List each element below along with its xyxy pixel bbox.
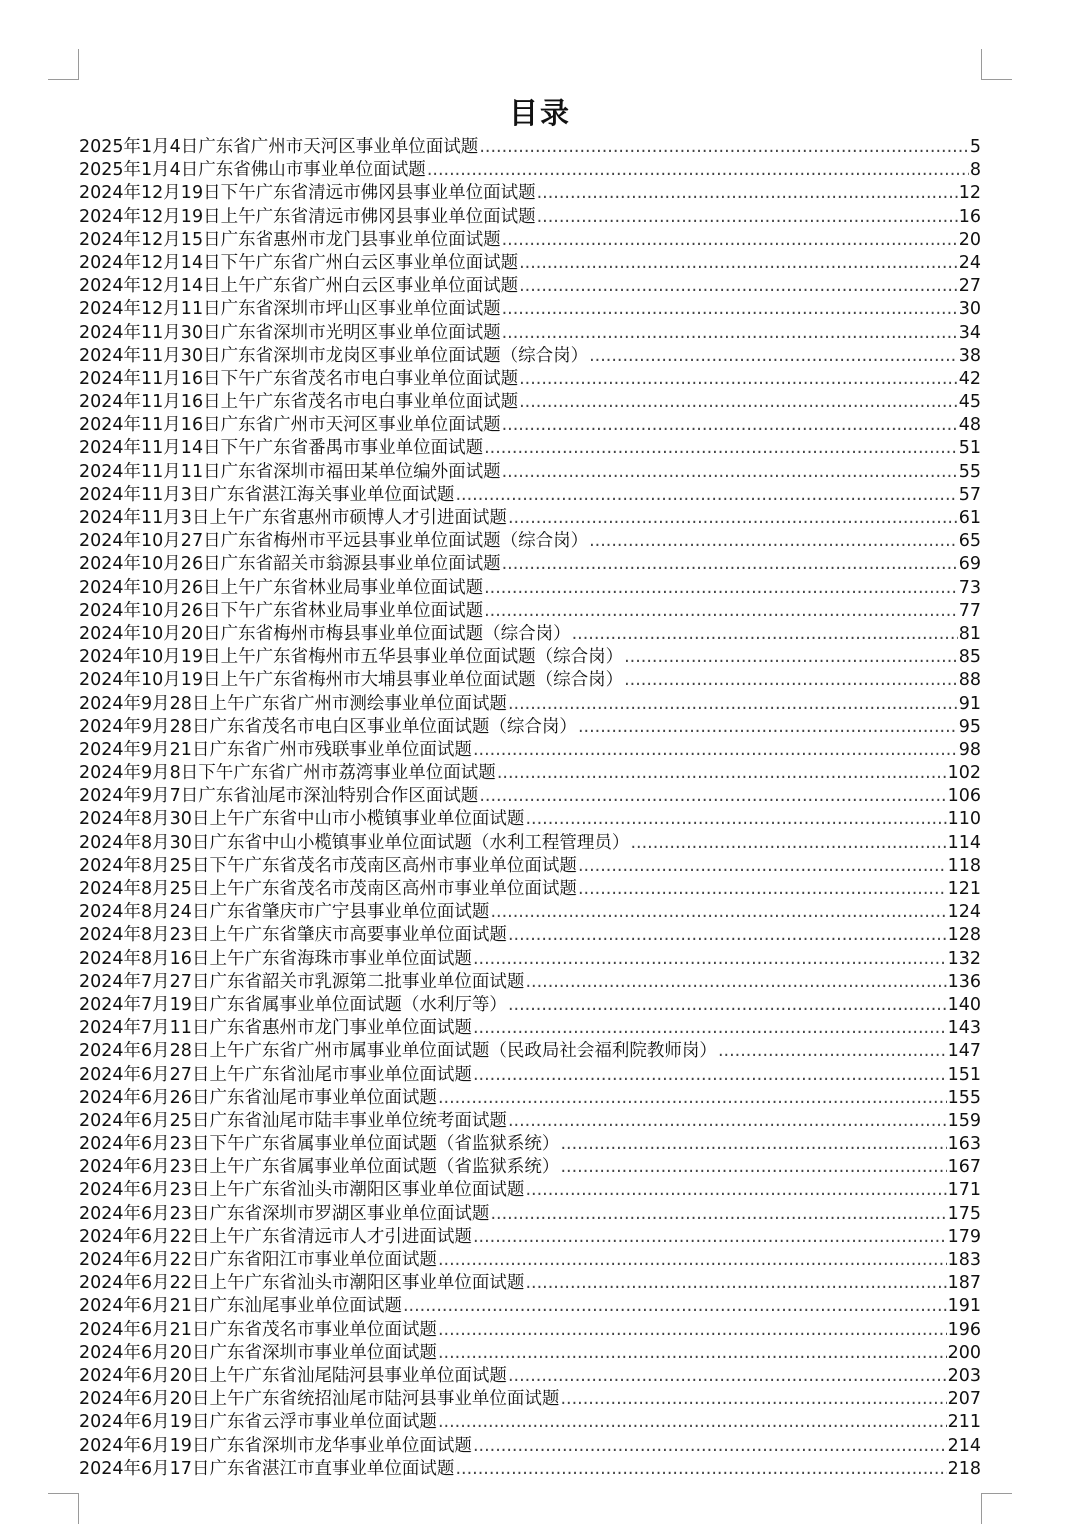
toc-entry-page-number: 98	[958, 739, 981, 760]
toc-entry[interactable]	[79, 1110, 981, 1133]
dot-leader	[519, 275, 958, 298]
dot-leader	[479, 785, 946, 808]
dot-leader	[508, 693, 958, 716]
dot-leader	[502, 229, 958, 252]
toc-entry[interactable]	[79, 345, 981, 368]
toc-entry-title: 2024年10月19日上午广东省梅州市大埔县事业单位面试题（综合岗）	[79, 670, 624, 691]
dot-leader	[525, 1179, 946, 1202]
dot-leader	[718, 1040, 947, 1063]
dot-leader	[578, 878, 947, 901]
toc-entry[interactable]	[79, 1040, 981, 1063]
toc-entry-title: 2024年6月20日广东省深圳市事业单位面试题	[79, 1342, 437, 1363]
toc-entry-page-number: 140	[947, 994, 981, 1015]
dot-leader	[484, 577, 958, 600]
toc-entry-page-number: 121	[947, 879, 981, 899]
toc-entry-title: 2024年8月25日上午广东省茂名市茂南区高州市事业单位面试题	[79, 879, 577, 899]
toc-entry-title: 2024年11月30日广东省深圳市光明区事业单位面试题	[79, 322, 501, 343]
toc-entry-page-number: 81	[958, 623, 981, 644]
crop-mark-bottom-left	[48, 1493, 79, 1524]
toc-entry[interactable]	[79, 1203, 981, 1226]
toc-entry-page-number: 8	[969, 160, 981, 181]
dot-leader	[624, 646, 958, 669]
toc-entry-page-number: 128	[947, 925, 981, 946]
toc-entry-page-number: 211	[947, 1412, 981, 1433]
toc-entry-page-number: 132	[947, 948, 981, 969]
toc-entry-title: 2024年6月22日上午广东省清远市人才引进面试题	[79, 1226, 472, 1247]
toc-entry[interactable]	[79, 994, 981, 1017]
dot-leader	[490, 901, 946, 924]
toc-entry-page-number: 218	[947, 1458, 981, 1479]
toc-entry[interactable]	[79, 1179, 981, 1202]
toc-entry[interactable]	[79, 1133, 981, 1156]
dot-leader	[484, 600, 958, 623]
toc-entry-title: 2024年11月16日下午广东省茂名市电白事业单位面试题	[79, 368, 519, 389]
dot-leader	[630, 832, 946, 855]
dot-leader	[455, 484, 957, 507]
toc-entry-page-number: 124	[947, 902, 981, 923]
toc-entry[interactable]	[79, 1272, 981, 1295]
toc-entry-title: 2024年11月11日广东省深圳市福田某单位编外面试题	[79, 461, 501, 482]
toc-entry-title: 2024年6月20日上午广东省汕尾陆河县事业单位面试题	[79, 1365, 507, 1386]
toc-entry[interactable]	[79, 1156, 981, 1179]
dot-leader	[502, 414, 958, 437]
dot-leader	[578, 716, 958, 739]
toc-entry-page-number: 151	[947, 1064, 981, 1085]
dot-leader	[502, 461, 958, 484]
toc-entry-title: 2024年10月26日广东省韶关市翁源县事业单位面试题	[79, 554, 501, 575]
toc-entry-page-number: 24	[958, 252, 981, 273]
toc-entry-title: 2024年9月8日下午广东省广州市荔湾事业单位面试题	[79, 763, 496, 784]
toc-entry-page-number: 191	[947, 1296, 981, 1317]
toc-entry[interactable]	[79, 1295, 981, 1318]
toc-entry[interactable]	[79, 229, 981, 252]
toc-entry-title: 2024年11月16日上午广东省茂名市电白事业单位面试题	[79, 392, 519, 413]
toc-entry[interactable]	[79, 924, 981, 947]
toc-entry-page-number: 45	[958, 392, 981, 413]
toc-entry-page-number: 51	[958, 438, 981, 459]
toc-entry-page-number: 118	[947, 855, 981, 876]
toc-entry-title: 2024年6月22日广东省阳江市事业单位面试题	[79, 1250, 437, 1270]
toc-entry[interactable]	[79, 484, 981, 507]
toc-entry-title: 2024年6月23日下午广东省属事业单位面试题（省监狱系统）	[79, 1134, 560, 1155]
toc-entry-page-number: 196	[947, 1319, 981, 1340]
toc-entry[interactable]	[79, 901, 981, 924]
toc-entry-title: 2024年10月19日上午广东省梅州市五华县事业单位面试题（综合岗）	[79, 647, 624, 668]
toc-entry-page-number: 12	[958, 183, 981, 204]
toc-entry[interactable]	[79, 391, 981, 414]
dot-leader	[508, 994, 947, 1017]
toc-entry-title: 2024年8月25日下午广东省茂名市茂南区高州市事业单位面试题	[79, 855, 577, 876]
toc-entry[interactable]	[79, 1342, 981, 1365]
toc-entry-title: 2024年9月21日广东省广州市残联事业单位面试题	[79, 739, 472, 760]
toc-entry-title: 2024年11月3日广东省湛江海关事业单位面试题	[79, 484, 455, 505]
dot-leader	[525, 1272, 946, 1295]
toc-entry-title: 2024年12月11日广东省深圳市坪山区事业单位面试题	[79, 299, 501, 320]
toc-entry-page-number: 106	[947, 786, 981, 807]
toc-entry-title: 2024年6月17日广东省湛江市直事业单位面试题	[79, 1458, 455, 1479]
crop-mark-top-left	[48, 49, 79, 80]
dot-leader	[502, 553, 958, 576]
toc-entry-page-number: 95	[958, 716, 981, 737]
toc-entry-title: 2024年6月20日上午广东省统招汕尾市陆河县事业单位面试题	[79, 1389, 560, 1410]
toc-entry-title: 2024年10月20日广东省梅州市梅县事业单位面试题（综合岗）	[79, 623, 571, 644]
toc-entry[interactable]	[79, 669, 981, 692]
dot-leader	[560, 1388, 946, 1411]
dot-leader	[560, 1156, 946, 1179]
dot-leader	[473, 1226, 947, 1249]
toc-entry-page-number: 16	[958, 206, 981, 227]
toc-entry-title: 2024年8月23日上午广东省肇庆市高要事业单位面试题	[79, 925, 507, 946]
toc-entry-page-number: 20	[958, 229, 981, 250]
toc-entry-page-number: 175	[947, 1203, 981, 1224]
dot-leader	[508, 924, 947, 947]
toc-entry-page-number: 183	[947, 1250, 981, 1270]
toc-entry-page-number: 27	[958, 276, 981, 297]
dot-leader	[519, 368, 958, 391]
dot-leader	[479, 136, 969, 159]
dot-leader	[473, 948, 947, 971]
toc-entry-page-number: 42	[958, 368, 981, 389]
dot-leader	[508, 507, 958, 530]
dot-leader	[589, 530, 958, 553]
toc-entry-title: 2024年10月26日下午广东省林业局事业单位面试题	[79, 600, 484, 621]
dot-leader	[537, 182, 958, 205]
toc-entry-page-number: 88	[958, 670, 981, 691]
toc-entry-title: 2024年9月28日上午广东省广州市测绘事业单位面试题	[79, 693, 507, 714]
toc-entry-title: 2024年6月19日广东省深圳市龙华事业单位面试题	[79, 1435, 472, 1456]
dot-leader	[508, 1110, 947, 1133]
toc-entry-title: 2024年6月21日广东汕尾事业单位面试题	[79, 1296, 402, 1317]
toc-entry-page-number: 147	[947, 1041, 981, 1062]
dot-leader	[473, 739, 958, 762]
dot-leader	[438, 1087, 947, 1110]
toc-entry[interactable]	[79, 1249, 981, 1272]
toc-entry-page-number: 167	[947, 1157, 981, 1178]
dot-leader	[427, 159, 969, 182]
toc-entry-title: 2024年10月27日广东省梅州市平远县事业单位面试题（综合岗）	[79, 531, 589, 552]
dot-leader	[589, 345, 958, 368]
toc-entry-page-number: 5	[969, 137, 981, 157]
toc-entry[interactable]	[79, 948, 981, 971]
dot-leader	[455, 1458, 946, 1481]
toc-entry[interactable]	[79, 461, 981, 484]
toc-entry[interactable]	[79, 1087, 981, 1110]
toc-entry-page-number: 85	[958, 647, 981, 668]
toc-entry-title: 2024年12月15日广东省惠州市龙门县事业单位面试题	[79, 229, 501, 250]
toc-entry[interactable]	[79, 577, 981, 600]
toc-entry-title: 2024年10月26日上午广东省林业局事业单位面试题	[79, 577, 484, 598]
toc-entry-title: 2024年6月23日上午广东省属事业单位面试题（省监狱系统）	[79, 1157, 560, 1178]
toc-entry-page-number: 163	[947, 1134, 981, 1155]
toc-entry[interactable]	[79, 971, 981, 994]
toc-entry-page-number: 214	[947, 1435, 981, 1456]
dot-leader	[519, 252, 958, 275]
toc-entry-page-number: 159	[947, 1110, 981, 1131]
toc-entry[interactable]	[79, 600, 981, 623]
toc-entry[interactable]	[79, 1435, 981, 1458]
dot-leader	[490, 1203, 946, 1226]
toc-entry-title: 2024年6月26日广东省汕尾市事业单位面试题	[79, 1087, 437, 1108]
dot-leader	[525, 971, 946, 994]
toc-entry-page-number: 77	[958, 600, 981, 621]
toc-entry-page-number: 55	[958, 461, 981, 482]
toc-entry[interactable]	[79, 206, 981, 229]
toc-entry-page-number: 65	[958, 531, 981, 552]
toc-entry-title: 2024年6月22日上午广东省汕头市潮阳区事业单位面试题	[79, 1273, 525, 1294]
toc-entry-title: 2024年9月28日广东省茂名市电白区事业单位面试题（综合岗）	[79, 716, 577, 737]
toc-entry-title: 2024年11月16日广东省广州市天河区事业单位面试题	[79, 415, 501, 436]
crop-mark-bottom-right	[981, 1493, 1012, 1524]
toc-entry[interactable]	[79, 693, 981, 716]
toc-entry-page-number: 61	[958, 508, 981, 528]
toc-entry-title: 2024年7月11日广东省惠州市龙门事业单位面试题	[79, 1018, 472, 1039]
toc-entry-title: 2024年6月27日上午广东省汕尾市事业单位面试题	[79, 1064, 472, 1085]
toc-entry[interactable]	[79, 136, 981, 159]
toc-entry[interactable]	[79, 646, 981, 669]
dot-leader	[519, 391, 958, 414]
dot-leader	[525, 808, 946, 831]
toc-entry-title: 2024年7月19日广东省属事业单位面试题（水利厅等）	[79, 994, 507, 1015]
toc-entry[interactable]	[79, 298, 981, 321]
dot-leader	[438, 1411, 947, 1434]
dot-leader	[578, 855, 947, 878]
toc-entry-page-number: 155	[947, 1087, 981, 1108]
toc-entry[interactable]	[79, 368, 981, 391]
dot-leader	[484, 437, 958, 460]
toc-entry-title: 2024年6月21日广东省茂名市事业单位面试题	[79, 1319, 437, 1340]
toc-entry-page-number: 69	[958, 554, 981, 575]
dot-leader	[403, 1295, 947, 1318]
dot-leader	[537, 206, 958, 229]
dot-leader	[473, 1017, 947, 1040]
toc-entry[interactable]	[79, 878, 981, 901]
dot-leader	[502, 298, 958, 321]
toc-entry[interactable]	[79, 1017, 981, 1040]
toc-entry-page-number: 114	[947, 832, 981, 853]
toc-entry[interactable]	[79, 808, 981, 831]
toc-entry-title: 2024年11月30日广东省深圳市龙岗区事业单位面试题（综合岗）	[79, 345, 589, 366]
toc-entry-page-number: 200	[947, 1342, 981, 1363]
toc-entry-title: 2024年6月25日广东省汕尾市陆丰事业单位统考面试题	[79, 1110, 507, 1131]
toc-entry-title: 2024年8月16日上午广东省海珠市事业单位面试题	[79, 948, 472, 969]
toc-entry[interactable]	[79, 623, 981, 646]
dot-leader	[473, 1064, 947, 1087]
toc-entry[interactable]	[79, 1064, 981, 1087]
toc-entry[interactable]	[79, 785, 981, 808]
toc-entry-page-number: 207	[947, 1389, 981, 1410]
toc-entry-page-number: 34	[958, 322, 981, 343]
toc-entry-title: 2024年7月27日广东省韶关市乳源第二批事业单位面试题	[79, 971, 525, 992]
toc-entry-title: 2024年11月14日下午广东省番禺市事业单位面试题	[79, 438, 484, 459]
toc-entry[interactable]	[79, 739, 981, 762]
dot-leader	[438, 1342, 947, 1365]
page-title: 目录	[508, 96, 571, 131]
toc-entry[interactable]	[79, 1458, 981, 1481]
toc-entry-page-number: 179	[947, 1226, 981, 1247]
dot-leader	[572, 623, 958, 646]
dot-leader	[508, 1365, 947, 1388]
dot-leader	[438, 1319, 947, 1342]
toc-entry[interactable]	[79, 275, 981, 298]
toc-entry-page-number: 102	[947, 763, 981, 784]
toc-entry-page-number: 171	[947, 1180, 981, 1201]
toc-entry-page-number: 110	[947, 809, 981, 830]
toc-entry-page-number: 136	[947, 971, 981, 992]
toc-entry-title: 2024年12月19日上午广东省清远市佛冈县事业单位面试题	[79, 206, 536, 227]
toc-entry-page-number: 30	[958, 299, 981, 320]
toc-entry-title: 2025年1月4日广东省佛山市事业单位面试题	[79, 160, 426, 181]
toc-entry[interactable]	[79, 1226, 981, 1249]
toc-entry-page-number: 48	[958, 415, 981, 436]
toc-entry[interactable]	[79, 507, 981, 530]
dot-leader	[560, 1133, 946, 1156]
toc-entry-title: 2024年8月30日上午广东省中山市小榄镇事业单位面试题	[79, 809, 525, 830]
toc-entry-page-number: 143	[947, 1018, 981, 1039]
toc-entry[interactable]	[79, 1388, 981, 1411]
toc-entry-page-number: 57	[958, 484, 981, 505]
crop-mark-top-right	[981, 49, 1012, 80]
toc-entry-title: 2024年6月23日广东省深圳市罗湖区事业单位面试题	[79, 1203, 490, 1224]
toc-entry-title: 2024年6月19日广东省云浮市事业单位面试题	[79, 1412, 437, 1433]
toc-entry[interactable]	[79, 716, 981, 739]
toc-entry-title: 2024年12月14日下午广东省广州白云区事业单位面试题	[79, 252, 519, 273]
toc-entry-page-number: 91	[958, 693, 981, 714]
dot-leader	[502, 322, 958, 345]
toc-entry[interactable]	[79, 437, 981, 460]
toc-entry-title: 2024年9月7日广东省汕尾市深汕特别合作区面试题	[79, 786, 479, 807]
toc-entry-title: 2024年8月24日广东省肇庆市广宁县事业单位面试题	[79, 902, 490, 923]
toc-entry[interactable]	[79, 1319, 981, 1342]
toc-entry-title: 2024年8月30日广东省中山小榄镇事业单位面试题（水利工程管理员）	[79, 832, 630, 853]
toc-entry-title: 2024年11月3日上午广东省惠州市硕博人才引进面试题	[79, 508, 507, 528]
toc-entry-page-number: 203	[947, 1365, 981, 1386]
toc-entry-title: 2024年12月14日上午广东省广州白云区事业单位面试题	[79, 276, 519, 297]
dot-leader	[438, 1249, 947, 1272]
toc-entry-page-number: 38	[958, 345, 981, 366]
toc-entry[interactable]	[79, 762, 981, 785]
dot-leader	[624, 669, 958, 692]
toc-entry[interactable]	[79, 855, 981, 878]
toc-entry[interactable]	[79, 1411, 981, 1434]
dot-leader	[473, 1435, 947, 1458]
toc-entry[interactable]	[79, 322, 981, 345]
toc-entry-page-number: 187	[947, 1273, 981, 1294]
dot-leader	[497, 762, 947, 785]
toc-entry-title: 2024年6月23日上午广东省汕头市潮阳区事业单位面试题	[79, 1180, 525, 1201]
toc-entry-title: 2024年6月28日上午广东省广州市属事业单位面试题（民政局社会福利院教师岗）	[79, 1041, 717, 1062]
toc-entry[interactable]	[79, 832, 981, 855]
toc-entry[interactable]	[79, 553, 981, 576]
toc-entry[interactable]	[79, 1365, 981, 1388]
toc-entry-title: 2024年12月19日下午广东省清远市佛冈县事业单位面试题	[79, 183, 536, 204]
toc-entry[interactable]	[79, 182, 981, 205]
toc-entry[interactable]	[79, 252, 981, 275]
table-of-contents	[79, 136, 981, 1481]
toc-entry[interactable]	[79, 159, 981, 182]
toc-entry[interactable]	[79, 414, 981, 437]
toc-entry-page-number: 73	[958, 577, 981, 598]
toc-entry-title: 2025年1月4日广东省广州市天河区事业单位面试题	[79, 137, 479, 157]
toc-entry[interactable]	[79, 530, 981, 553]
